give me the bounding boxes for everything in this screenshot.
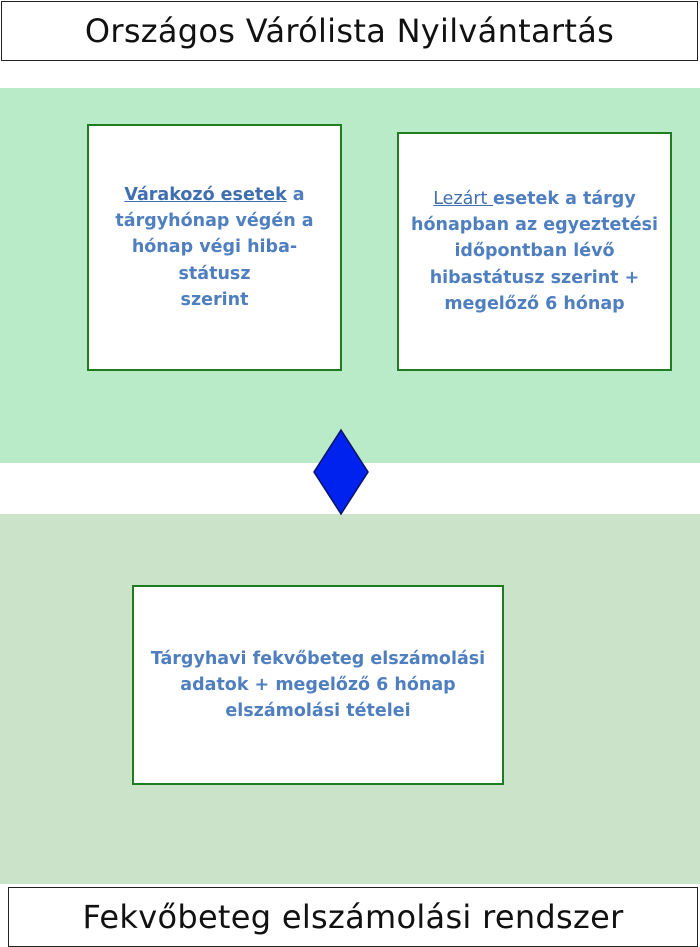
waiting-cases-link[interactable]: Várakozó esetek (124, 184, 287, 205)
closed-cases-line5: megelőző 6 hónap (444, 293, 625, 314)
top-system-title (1, 1, 698, 61)
closed-cases-box (397, 132, 672, 371)
decision-diamond-icon (311, 428, 371, 516)
inpatient-billing-line1: Tárgyhavi fekvőbeteg elszámolási (150, 648, 486, 669)
inpatient-billing-line3: elszámolási tételei (225, 701, 411, 722)
closed-cases-line1: esetek a tárgy (492, 188, 636, 209)
waiting-cases-box (87, 124, 342, 371)
closed-cases-line4: hibastátusz szerint + (429, 267, 640, 288)
waiting-cases-line1: a (286, 184, 305, 205)
inpatient-billing-text (141, 646, 495, 725)
bottom-system-title (8, 887, 698, 947)
closed-cases-line2: hónapban az egyeztetési (411, 215, 658, 236)
waiting-cases-line3: hónap végi hiba-státusz (131, 237, 298, 284)
bottom-system-title-text: Fekvőbeteg elszámolási rendszer (82, 898, 624, 936)
waiting-cases-text (89, 182, 340, 313)
top-system-title-text: Országos Várólista Nyilvántartás (84, 12, 615, 50)
closed-cases-text (401, 186, 668, 317)
closed-cases-link[interactable]: Lezárt (433, 188, 493, 209)
closed-cases-line3: időpontban lévő (454, 241, 615, 262)
waiting-cases-line2: tárgyhónap végén a (115, 211, 314, 232)
inpatient-billing-box (132, 585, 504, 785)
decision-diamond-shape (314, 430, 368, 514)
inpatient-billing-line2: adatok + megelőző 6 hónap (180, 674, 456, 695)
waiting-cases-line4: szerint (180, 289, 249, 310)
